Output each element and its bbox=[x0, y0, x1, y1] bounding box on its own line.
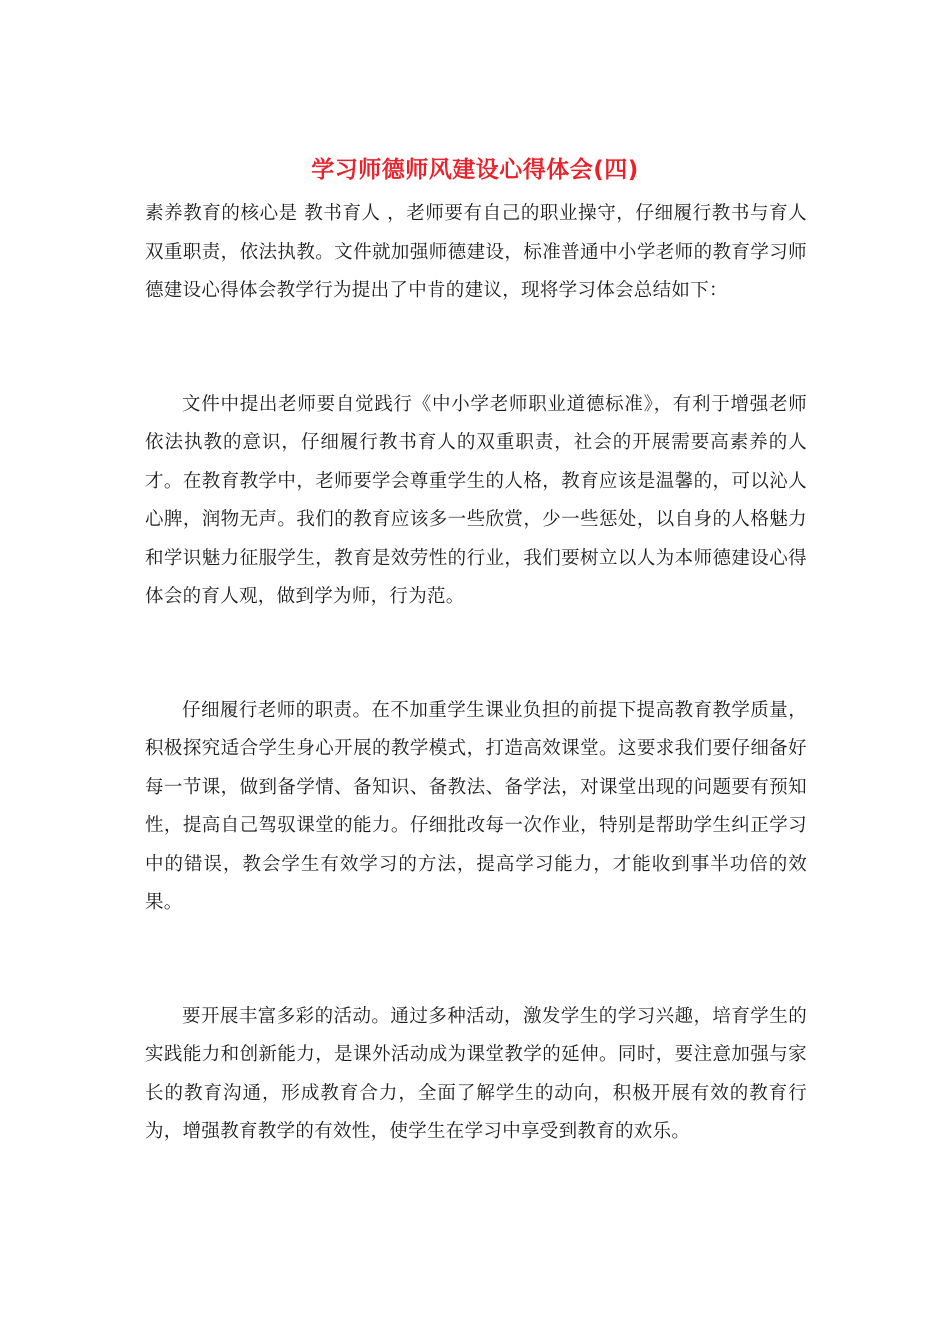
paragraph-spacer bbox=[145, 923, 807, 998]
document-body bbox=[145, 195, 807, 1152]
paragraph-spacer bbox=[145, 617, 807, 692]
paragraph-intro: 素养教育的核心是 教书育人 ，老师要有自己的职业操守，仔细履行教书与育人双重职责，依法执教。文件就加强师德建设，标准普通中小学老师的教育学习师德建设心得体会教学行为提出了中肯的建议，现将学习体会总结如下： bbox=[145, 203, 807, 301]
paragraph-3: 仔细履行老师的职责。在不加重学生课业负担的前提下提高教育教学质量，积极探究适合学生身心开展的教学模式，打造高效课堂。这要求我们要仔细备好每一节课，做到备学情、备知识、备教法、备学法，对课堂出现的问题要有预知性，提高自己驾驭课堂的能力。仔细批改每一次作业，特别是帮助学生纠正学习中的错误，教会学生有效学习的方法，提高学习能力，才能收到事半功倍的效果。 bbox=[145, 699, 807, 913]
paragraph-spacer bbox=[145, 311, 807, 386]
paragraph-4: 要开展丰富多彩的活动。通过多种活动，激发学生的学习兴趣，培育学生的实践能力和创新能力，是课外活动成为课堂教学的延伸。同时，要注意加强与家长的教育沟通，形成教育合力，全面了解学生的动向，积极开展有效的教育行为，增强教育教学的有效性，使学生在学习中享受到教育的欢乐。 bbox=[145, 1005, 807, 1142]
paragraph-2: 文件中提出老师要自觉践行《中小学老师职业道德标准》，有利于增强老师依法执教的意识，仔细履行教书育人的双重职责，社会的开展需要高素养的人才。在教育教学中，老师要学会尊重学生的人格，教育应该是温馨的，可以沁人心脾，润物无声。我们的教育应该多一些欣赏，少一些惩处，以自身的人格魅力和学识魅力征服学生，教育是效劳性的行业，我们要树立以人为本师德建设心得体会的育人观，做到学为师，行为范。 bbox=[145, 393, 807, 607]
page-title: 学习师德师风建设心得体会(四) bbox=[311, 157, 639, 183]
